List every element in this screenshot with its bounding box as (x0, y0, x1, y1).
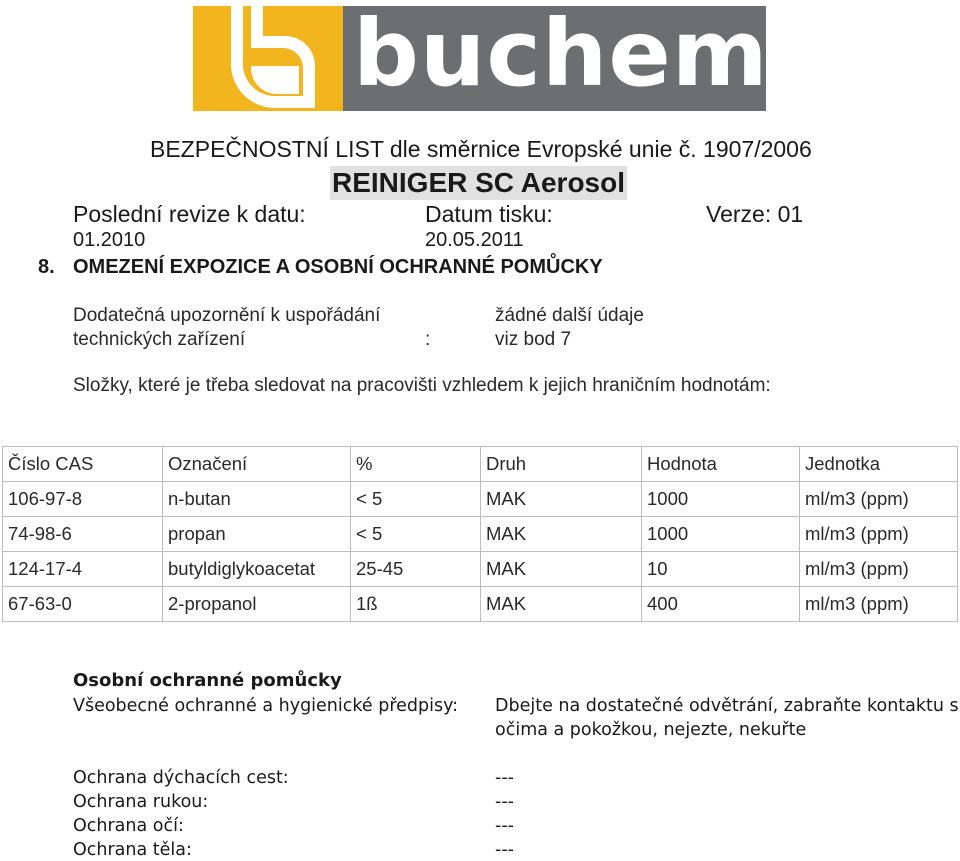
cell-cas-number: 124-17-4 (3, 552, 163, 587)
exposure-limits-table (2, 446, 958, 622)
body-protection-label: Ochrana těla: (73, 840, 192, 860)
cell-limit-type: MAK (481, 552, 642, 587)
logo-flask-mark (193, 6, 343, 111)
technical-note-value-line1: žádné další údaje (495, 305, 644, 326)
cell-percent: 25-45 (351, 552, 481, 587)
components-heading: Složky, které je třeba sledovat na pracovišti vzhledem k jejich hraničním hodnotám: (73, 375, 771, 396)
general-measures-label: Všeobecné ochranné a hygienické předpisy: (73, 696, 459, 716)
hand-protection-value: --- (495, 792, 514, 812)
cell-cas-number: 74-98-6 (3, 517, 163, 552)
technical-note-value-line2: viz bod 7 (495, 329, 572, 350)
table-row (3, 482, 958, 517)
technical-note-label-line2: technických zařízení (73, 329, 246, 350)
technical-note-colon: : (425, 329, 431, 350)
table-header-row (3, 447, 958, 482)
company-logo (193, 0, 769, 111)
product-name: REINIGER SC Aerosol (332, 167, 626, 198)
cell-unit: ml/m3 (ppm) (800, 587, 958, 622)
cell-unit: ml/m3 (ppm) (800, 482, 958, 517)
cell-limit-value: 1000 (642, 517, 800, 552)
cell-limit-value: 1000 (642, 482, 800, 517)
cell-percent: < 5 (351, 517, 481, 552)
cell-designation: butyldiglykoacetat (163, 552, 351, 587)
document-title: BEZPEČNOSTNÍ LIST dle směrnice Evropské unie č. 1907/2006 (150, 136, 812, 162)
eye-protection-label: Ochrana očí: (73, 816, 184, 836)
general-measures-value-line1: Dbejte na dostatečné odvětrání, zabraňte kontaktu s (495, 696, 959, 716)
cell-designation: n-butan (163, 482, 351, 517)
column-header-limit-value: Hodnota (642, 447, 800, 482)
table-row (3, 517, 958, 552)
version-label: Verze: 01 (706, 201, 804, 227)
cell-unit: ml/m3 (ppm) (800, 517, 958, 552)
print-date-label: Datum tisku: (425, 201, 553, 227)
general-measures-value-line2: očima a pokožkou, nejezte, nekuřte (495, 720, 807, 740)
cell-designation: 2-propanol (163, 587, 351, 622)
ppe-title: Osobní ochranné pomůcky (73, 670, 342, 691)
table-row (3, 587, 958, 622)
cell-limit-type: MAK (481, 587, 642, 622)
section-title: OMEZENÍ EXPOZICE A OSOBNÍ OCHRANNÉ POMŮCKY (73, 256, 603, 278)
cell-limit-type: MAK (481, 482, 642, 517)
hand-protection-label: Ochrana rukou: (73, 792, 209, 812)
respiratory-protection-value: --- (495, 768, 514, 788)
column-header-limit-type: Druh (481, 447, 642, 482)
section-number: 8. (38, 256, 55, 278)
column-header-unit: Jednotka (800, 447, 958, 482)
cell-cas-number: 67-63-0 (3, 587, 163, 622)
cell-limit-type: MAK (481, 517, 642, 552)
logo-wordmark: buchem (353, 0, 769, 107)
cell-designation: propan (163, 517, 351, 552)
cell-percent: < 5 (351, 482, 481, 517)
body-protection-value: --- (495, 840, 514, 860)
cell-unit: ml/m3 (ppm) (800, 552, 958, 587)
table-row (3, 552, 958, 587)
column-header-designation: Označení (163, 447, 351, 482)
technical-note-label-line1: Dodatečná upozornění k uspořádání (73, 305, 381, 326)
respiratory-protection-label: Ochrana dýchacích cest: (73, 768, 289, 788)
column-header-cas-number: Číslo CAS (3, 447, 163, 482)
cell-limit-value: 400 (642, 587, 800, 622)
cell-limit-value: 10 (642, 552, 800, 587)
cell-percent: 1ß (351, 587, 481, 622)
cell-cas-number: 106-97-8 (3, 482, 163, 517)
eye-protection-value: --- (495, 816, 514, 836)
revision-label: Poslední revize k datu: (73, 201, 306, 227)
revision-date: 01.2010 (73, 229, 146, 251)
print-date: 20.05.2011 (425, 229, 524, 251)
column-header-percent: % (351, 447, 481, 482)
